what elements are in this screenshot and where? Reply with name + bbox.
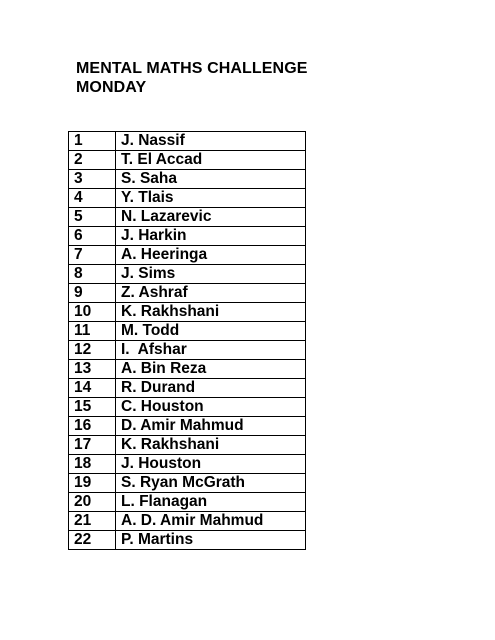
table-row	[69, 455, 306, 474]
row-number: 18	[69, 455, 116, 474]
row-name: N. Lazarevic	[116, 208, 306, 227]
row-number: 6	[69, 227, 116, 246]
table-row	[69, 341, 306, 360]
table-row	[69, 379, 306, 398]
row-name: A. Bin Reza	[116, 360, 306, 379]
row-number: 4	[69, 189, 116, 208]
row-name: A. D. Amir Mahmud	[116, 512, 306, 531]
row-name: J. Houston	[116, 455, 306, 474]
row-name: I. Afshar	[116, 341, 306, 360]
title-day: MONDAY	[76, 79, 147, 96]
row-number: 14	[69, 379, 116, 398]
table-row	[69, 322, 306, 341]
row-name: D. Amir Mahmud	[116, 417, 306, 436]
row-number: 5	[69, 208, 116, 227]
table-row	[69, 531, 306, 550]
row-name: A. Heeringa	[116, 246, 306, 265]
table-row	[69, 474, 306, 493]
row-number: 2	[69, 151, 116, 170]
row-number: 8	[69, 265, 116, 284]
row-number: 21	[69, 512, 116, 531]
document-title	[76, 59, 308, 97]
row-number: 7	[69, 246, 116, 265]
row-name: L. Flanagan	[116, 493, 306, 512]
row-number: 20	[69, 493, 116, 512]
row-number: 13	[69, 360, 116, 379]
row-name: S. Ryan McGrath	[116, 474, 306, 493]
row-name: T. El Accad	[116, 151, 306, 170]
row-name: S. Saha	[116, 170, 306, 189]
table-row	[69, 303, 306, 322]
table-row	[69, 398, 306, 417]
row-number: 12	[69, 341, 116, 360]
table-row	[69, 151, 306, 170]
table-row	[69, 189, 306, 208]
row-number: 11	[69, 322, 116, 341]
table-row	[69, 265, 306, 284]
row-name: J. Sims	[116, 265, 306, 284]
row-number: 19	[69, 474, 116, 493]
table-row	[69, 208, 306, 227]
row-number: 22	[69, 531, 116, 550]
table-row	[69, 360, 306, 379]
row-name: R. Durand	[116, 379, 306, 398]
row-name: Z. Ashraf	[116, 284, 306, 303]
title-heading: MENTAL MATHS CHALLENGE	[76, 60, 308, 77]
row-name: K. Rakhshani	[116, 436, 306, 455]
roster-table	[68, 131, 306, 550]
row-name: Y. Tlais	[116, 189, 306, 208]
table-row	[69, 284, 306, 303]
row-number: 17	[69, 436, 116, 455]
row-name: C. Houston	[116, 398, 306, 417]
table-row	[69, 436, 306, 455]
row-name: J. Nassif	[116, 132, 306, 151]
row-name: P. Martins	[116, 531, 306, 550]
table-row	[69, 246, 306, 265]
row-number: 3	[69, 170, 116, 189]
table-row	[69, 417, 306, 436]
row-number: 10	[69, 303, 116, 322]
table-row	[69, 132, 306, 151]
row-number: 15	[69, 398, 116, 417]
row-number: 16	[69, 417, 116, 436]
row-name: M. Todd	[116, 322, 306, 341]
table-row	[69, 493, 306, 512]
table-row	[69, 512, 306, 531]
roster-body	[69, 132, 306, 550]
row-number: 9	[69, 284, 116, 303]
row-name: K. Rakhshani	[116, 303, 306, 322]
row-number: 1	[69, 132, 116, 151]
table-row	[69, 227, 306, 246]
row-name: J. Harkin	[116, 227, 306, 246]
table-row	[69, 170, 306, 189]
